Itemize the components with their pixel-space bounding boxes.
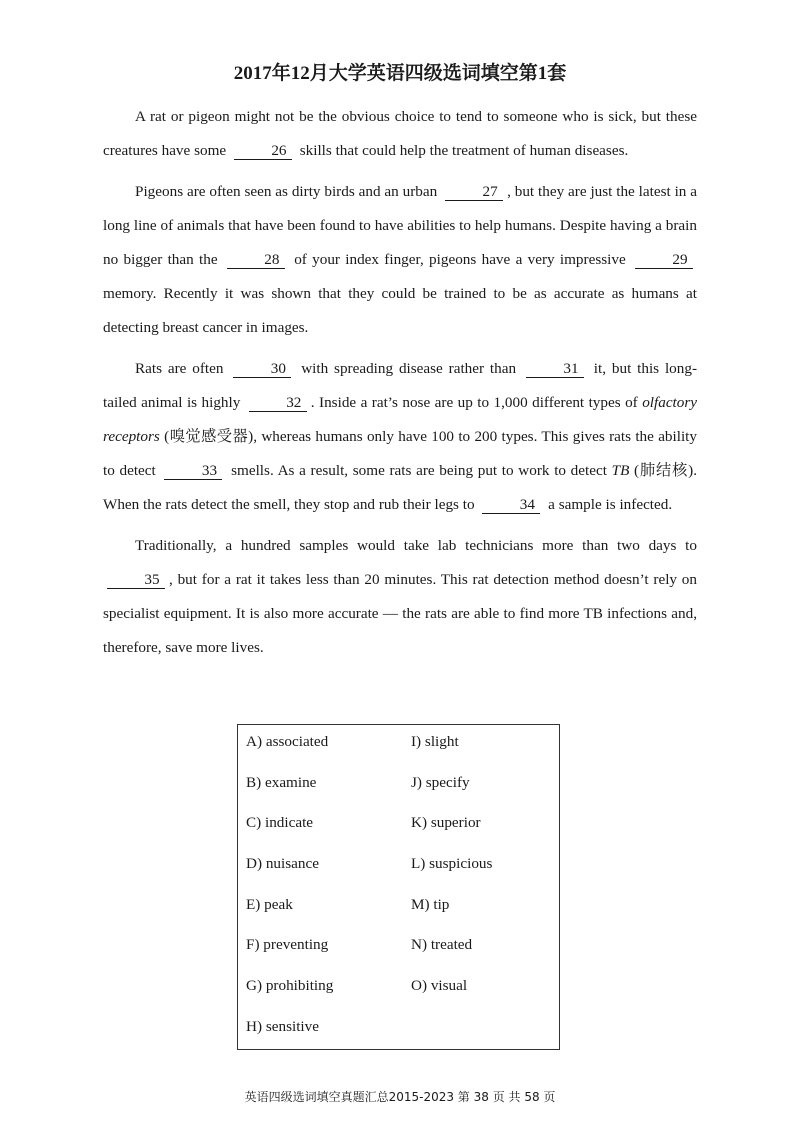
- word-bank: [237, 724, 560, 1050]
- blank-29: 29: [635, 251, 693, 269]
- option-d: D) nuisance: [246, 855, 319, 873]
- option-g: G) prohibiting: [246, 977, 334, 995]
- option-b: B) examine: [246, 773, 317, 791]
- option-j: J) specify: [411, 773, 470, 791]
- option-o: O) visual: [411, 977, 468, 995]
- option-k: K) superior: [411, 814, 481, 832]
- option-e: E) peak: [246, 895, 293, 913]
- blank-34: 34: [482, 496, 540, 514]
- blank-33: 33: [164, 462, 222, 480]
- word-bank-right-column: [411, 731, 492, 1016]
- word-bank-left-column: [246, 731, 333, 1057]
- option-i: I) slight: [411, 733, 459, 750]
- term-tb: TB: [611, 462, 630, 479]
- paragraph-2: Pigeons are often seen as dirty birds and an urban 27 , but they are just the latest in a long line of animals that have been found to have abilities to help humans. Despite having a brain no bigger than the 28 of your index finger, pigeons have a very impressive 29 memory. Recently it was shown that they could be trained to be as accurate as humans at detecting breast cancer in images.: [103, 183, 698, 336]
- option-f: F) preventing: [246, 936, 329, 954]
- option-a: A) associated: [246, 733, 329, 750]
- blank-32: 32: [249, 394, 307, 412]
- blank-28: 28: [227, 251, 285, 269]
- term-olfactory-receptors: olfactory receptors: [103, 394, 698, 445]
- option-m: M) tip: [411, 895, 450, 913]
- option-c: C) indicate: [246, 814, 314, 832]
- paragraph-3: Rats are often 30 with spreading disease rather than 31 it, but this long-tailed animal is highly 32 . Inside a rat’s nose are up to 1,000 different types of olfactory receptors (嗅觉感受器), whereas humans only have 100 to 200 types. This gives rats the ability to detect 33 smells. As a result, some rats are being put to work to detect TB (肺结核). When the rats detect the smell, they stop and rub their legs to 34 a sample is infected.: [103, 360, 698, 513]
- blank-26: 26: [234, 142, 292, 160]
- passage: [103, 100, 697, 672]
- paragraph-1: A rat or pigeon might not be the obvious choice to tend to someone who is sick, but these creatures have some 26 skills that could help the treatment of human diseases.: [103, 108, 697, 159]
- page-footer: 英语四级选词填空真题汇总2015-2023 第 38 页 共 58 页: [244, 1090, 556, 1104]
- page-title: 2017年12月大学英语四级选词填空第1套: [233, 63, 567, 84]
- blank-35: 35: [107, 571, 165, 589]
- option-h: H) sensitive: [246, 1017, 319, 1035]
- blank-27: 27: [445, 183, 503, 201]
- blank-31: 31: [526, 360, 584, 378]
- paragraph-4: Traditionally, a hundred samples would take lab technicians more than two days to 35 , but for a rat it takes less than 20 minutes. This rat detection method doesn’t rely on specialist equipment. It is also more accurate — the rats are able to find more TB infections and, therefore, save more lives.: [103, 537, 697, 656]
- blank-30: 30: [233, 360, 291, 378]
- option-n: N) treated: [411, 936, 473, 954]
- option-l: L) suspicious: [411, 855, 493, 873]
